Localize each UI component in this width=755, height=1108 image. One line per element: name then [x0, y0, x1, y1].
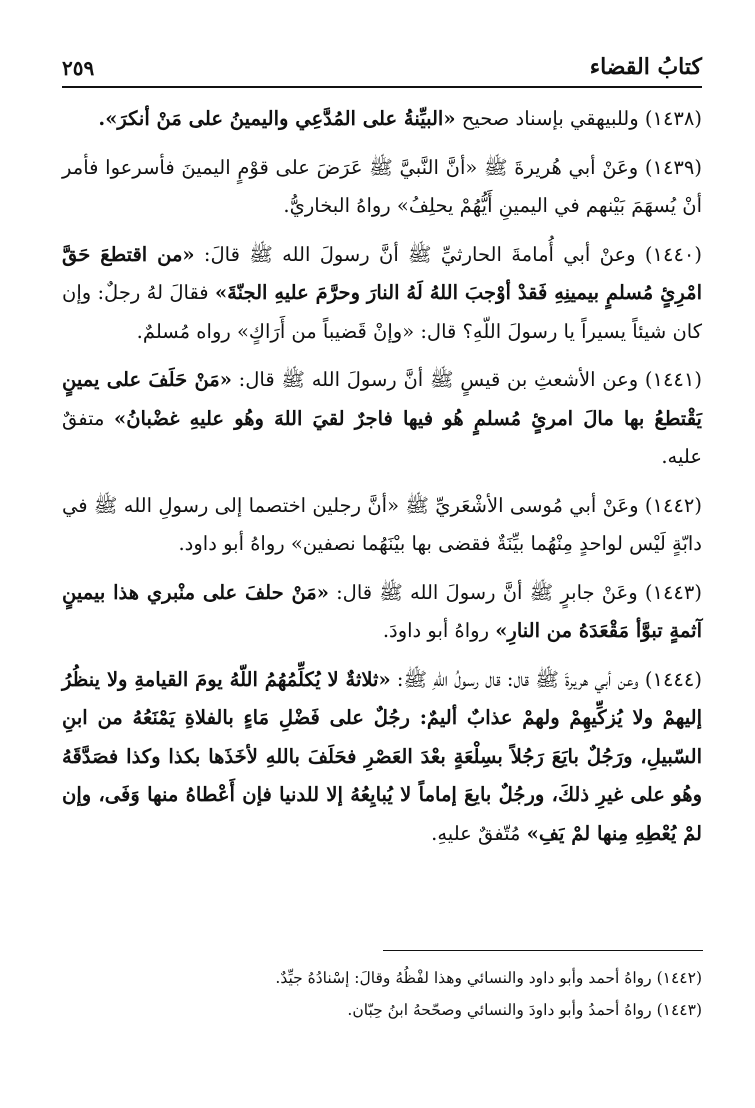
hadith-text-after: متفقٌ عليه. — [62, 406, 702, 468]
hadith-quote: «مَنْ حلفَ على منْبري هذا بيمينٍ آثمةٍ تبوَّأ مَقْعَدَهُ من النارِ» — [62, 580, 702, 642]
hadith-text: وعنْ أبي أُمامةَ الحارثيِّ ﷺ أنَّ رسولَ الله ﷺ قالَ: — [194, 242, 636, 266]
hadith-number: (١٤٤٠) — [644, 242, 703, 266]
footnote-1443: (١٤٤٣) رواهُ أحمدُ وأبو داودَ والنسائي وصحّحهُ ابنُ حِبّان. — [347, 1001, 702, 1019]
hadith-quote: «ثلاثةٌ لا يُكلِّمُهُمُ اللّهُ يومَ القيامةِ ولا ينظُرُ إليهمْ ولا يُزكِّيهِمْ ولهمْ عذابٌ أليمٌ: رجُلٌ على فَضْلِ مَاءٍ بالفلاةِ يَمْنَعُهُ من ابنِ السّبيلِ، ورَجُلٌ بايَعَ رَجُلاً بسِلْعَةٍ بعْدَ العَصْرِ فحَلَفَ باللهِ لأخَذَها بكذا وكذا فصَدَّقَهُ وهُو على غيرِ ذلكَ، ورجُلٌ بايعَ إماماً لا يُبايِعُهُ إلا للدنيا فإن أَعْطاهُ منها وَفَى، وإن لمْ يُعْطِهِ مِنها لمْ يَفِ» — [62, 667, 702, 845]
hadith-number: (١٤٤١) — [644, 368, 702, 391]
hadith-1439 — [62, 149, 702, 226]
hadith-text: وعن الأشعثِ بن قيسٍ ﷺ أنَّ رسولَ الله ﷺ قال: — [231, 368, 639, 391]
hadith-text: وعن أبي هريرةَ ﷺ قال: قال رسولُ اللهِ ﷺ: — [390, 667, 639, 691]
footnote-1442: (١٤٤٢) رواهُ أحمد وأبو داود والنسائي وهذا لفْظُهُ وقالَ: إسْنادُهُ جيِّدٌ. — [275, 969, 702, 987]
hadith-number: (١٤٤٣) — [644, 580, 702, 604]
hadith-number: (١٤٣٩) — [644, 155, 702, 179]
hadith-number: (١٤٤٢) — [644, 493, 703, 517]
hadith-1444 — [62, 661, 702, 854]
hadith-1443 — [62, 574, 702, 651]
footnote-divider — [383, 950, 703, 951]
chapter-title: كتابُ القضاء — [589, 54, 702, 80]
hadith-1442 — [62, 487, 702, 564]
page-header — [62, 54, 702, 88]
hadith-text-after: رواهُ أبو داودَ. — [382, 619, 490, 642]
book-page — [62, 54, 702, 853]
hadith-number: (١٤٣٨) — [644, 107, 702, 130]
hadith-quote: «البيِّنةُ على المُدَّعِي واليمينُ على مَنْ أنكرَ». — [98, 107, 456, 130]
hadith-text: وعَنْ أبي هُريرةَ ﷺ «أنَّ النَّبيَّ ﷺ عَرَضَ على قوْمٍ اليمينَ فأسرعوا فأمر أنْ يُسهَمَ بَيْنهم في اليمينِ أَيُّهُمْ يحلِفُ» رواهُ البخاريُّ. — [62, 155, 702, 217]
hadith-1440 — [62, 236, 702, 352]
hadith-quote: «من اقتطعَ حَقَّ امْرِئٍ مُسلمٍ بيمينِهِ فَقدْ أوْجبَ اللهُ لَهُ النارَ وحرَّمَ عليهِ الجنّةَ» — [62, 242, 702, 304]
hadith-text: وعَنْ أبي مُوسى الأشْعَريِّ ﷺ «أنَّ رجلين اختصما إلى رسولِ الله ﷺ في دابّةٍ لَيْس لواحدٍ مِنْهُما بيِّنَةٌ فقضى بها بيْنَهُما نصفين» رواهُ أبو داود. — [62, 493, 702, 555]
footnotes — [62, 962, 702, 1026]
hadith-number: (١٤٤٤) — [644, 667, 702, 691]
hadith-text: وعَنْ جابرٍ ﷺ أنَّ رسولَ الله ﷺ قال: — [328, 580, 638, 604]
hadith-text: وللبيهقي بإسناد صحيح — [455, 107, 639, 130]
hadith-1441 — [62, 361, 702, 477]
page-number: ٢٥٩ — [62, 56, 95, 80]
hadith-1438 — [62, 100, 702, 139]
hadith-text-after: مُتّفقٌ عليهِ. — [431, 821, 521, 845]
hadith-quote: «مَنْ حَلَفَ على يمينٍ يَقْتطعُ بها مالَ امرئٍ مُسلمٍ هُو فيها فاجرٌ لقيَ اللهَ وهُو عليهِ غضْبانُ» — [62, 368, 702, 430]
hadith-text-after: فقالَ لهُ رجلٌ: وإن كان شيئاً يسيراً يا رسولَ اللّهِ؟ قال: «وإنْ قَضيباً من أَرَاكٍ» رواه مُسلمٌ. — [62, 281, 702, 343]
